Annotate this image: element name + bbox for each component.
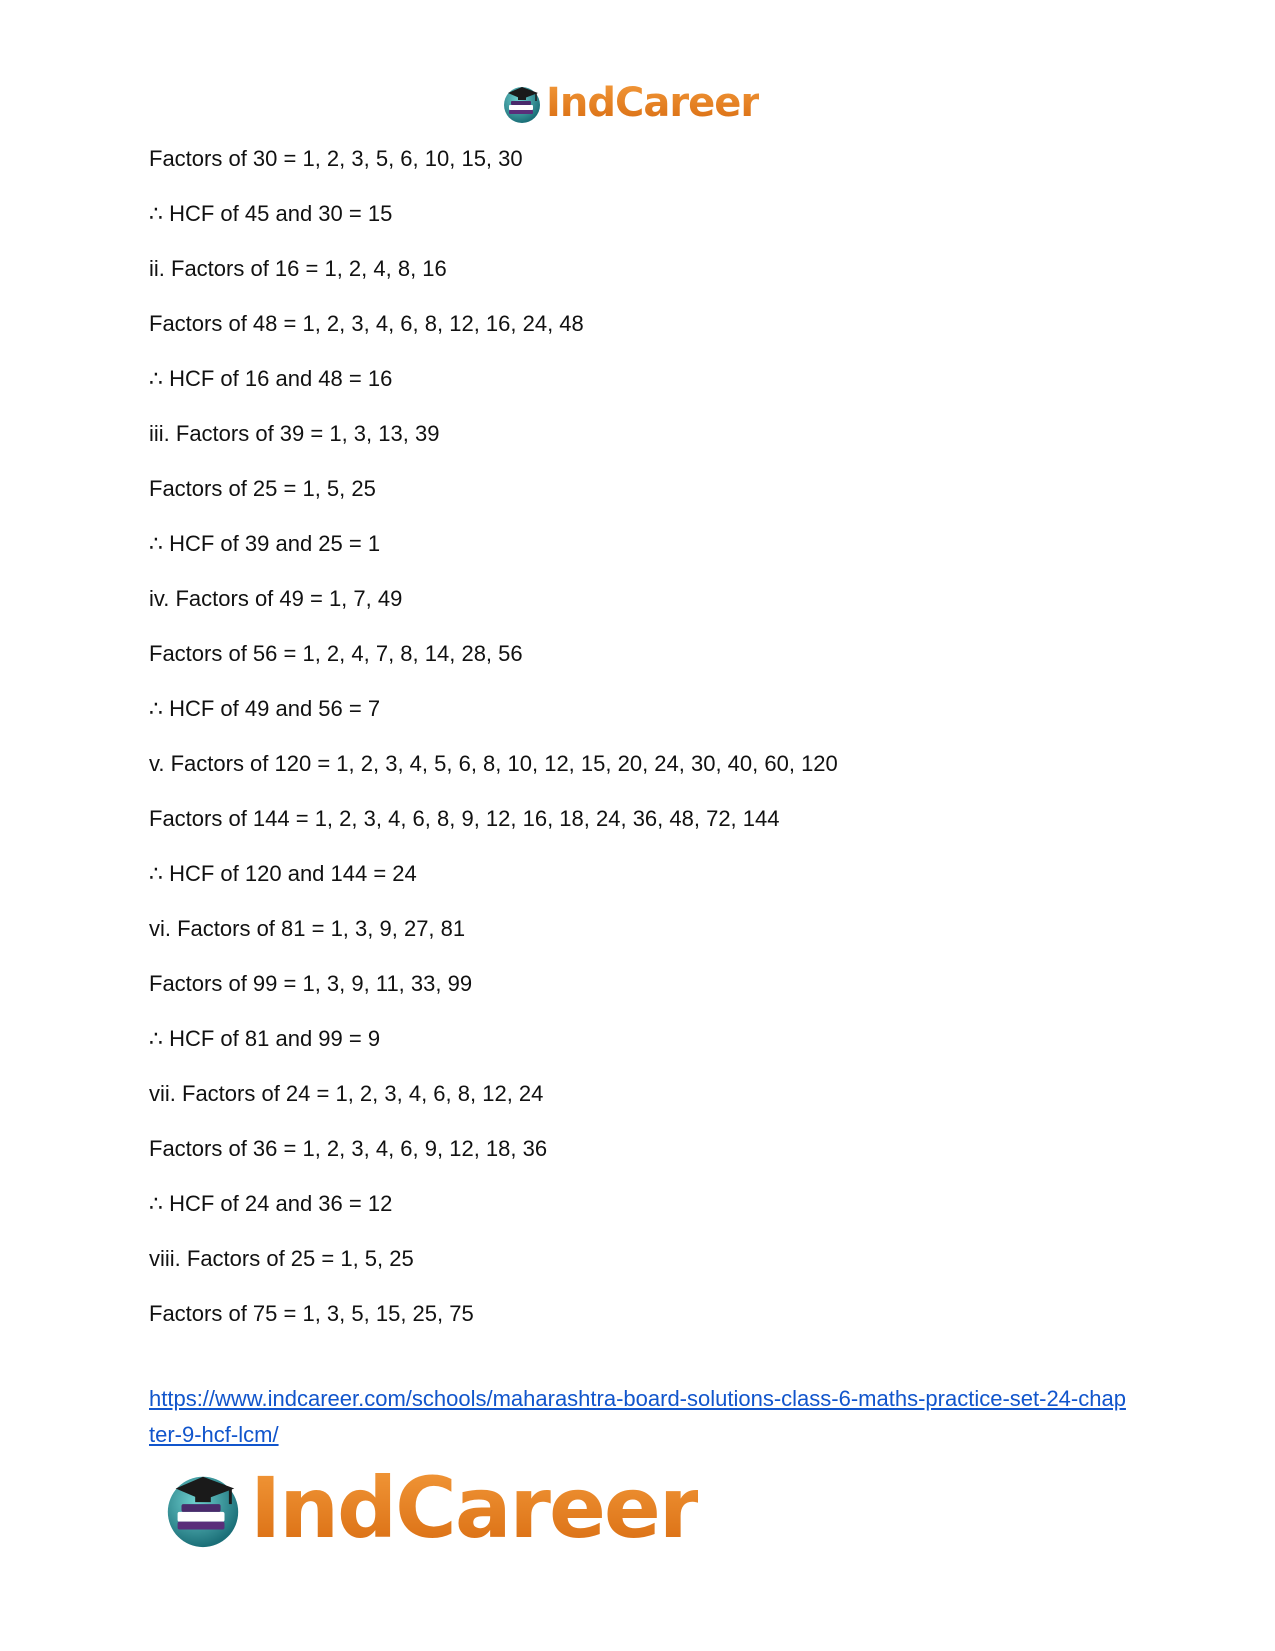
- text-line: ii. Factors of 16 = 1, 2, 4, 8, 16: [149, 256, 447, 281]
- graduation-globe-icon: [500, 81, 544, 125]
- brand-name: IndCareer: [250, 1459, 699, 1557]
- text-line: vii. Factors of 24 = 1, 2, 3, 4, 6, 8, 12, 24: [149, 1081, 544, 1106]
- text-line: ∴ HCF of 45 and 30 = 15: [149, 201, 393, 226]
- solution-text: [149, 146, 1129, 1356]
- text-line: Factors of 75 = 1, 3, 5, 15, 25, 75: [149, 1301, 474, 1326]
- text-line: ∴ HCF of 120 and 144 = 24: [149, 861, 417, 886]
- graduation-globe-icon: [160, 1465, 246, 1551]
- header-logo: [500, 80, 759, 126]
- text-line: iv. Factors of 49 = 1, 7, 49: [149, 586, 403, 611]
- text-line: v. Factors of 120 = 1, 2, 3, 4, 5, 6, 8, 10, 12, 15, 20, 24, 30, 40, 60, 120: [149, 751, 838, 776]
- brand-name: IndCareer: [546, 80, 760, 126]
- text-line: ∴ HCF of 16 and 48 = 16: [149, 366, 393, 391]
- text-line: Factors of 56 = 1, 2, 4, 7, 8, 14, 28, 56: [149, 641, 523, 666]
- text-line: vi. Factors of 81 = 1, 3, 9, 27, 81: [149, 916, 466, 941]
- text-line: iii. Factors of 39 = 1, 3, 13, 39: [149, 421, 440, 446]
- text-line: Factors of 30 = 1, 2, 3, 5, 6, 10, 15, 30: [149, 146, 523, 171]
- text-line: ∴ HCF of 49 and 56 = 7: [149, 696, 381, 721]
- text-line: Factors of 144 = 1, 2, 3, 4, 6, 8, 9, 12, 16, 18, 24, 36, 48, 72, 144: [149, 806, 780, 831]
- text-line: ∴ HCF of 24 and 36 = 12: [149, 1191, 393, 1216]
- source-link[interactable]: https://www.indcareer.com/schools/maharashtra-board-solutions-class-6-maths-practice-set-24-chapter-9-hcf-lcm/: [149, 1386, 1126, 1447]
- text-line: viii. Factors of 25 = 1, 5, 25: [149, 1246, 414, 1271]
- text-line: ∴ HCF of 81 and 99 = 9: [149, 1026, 381, 1051]
- footer-logo: [160, 1459, 699, 1557]
- text-line: Factors of 36 = 1, 2, 3, 4, 6, 9, 12, 18, 36: [149, 1136, 548, 1161]
- text-line: Factors of 99 = 1, 3, 9, 11, 33, 99: [149, 971, 473, 996]
- text-line: Factors of 48 = 1, 2, 3, 4, 6, 8, 12, 16, 24, 48: [149, 311, 584, 336]
- text-line: Factors of 25 = 1, 5, 25: [149, 476, 376, 501]
- text-line: ∴ HCF of 39 and 25 = 1: [149, 531, 381, 556]
